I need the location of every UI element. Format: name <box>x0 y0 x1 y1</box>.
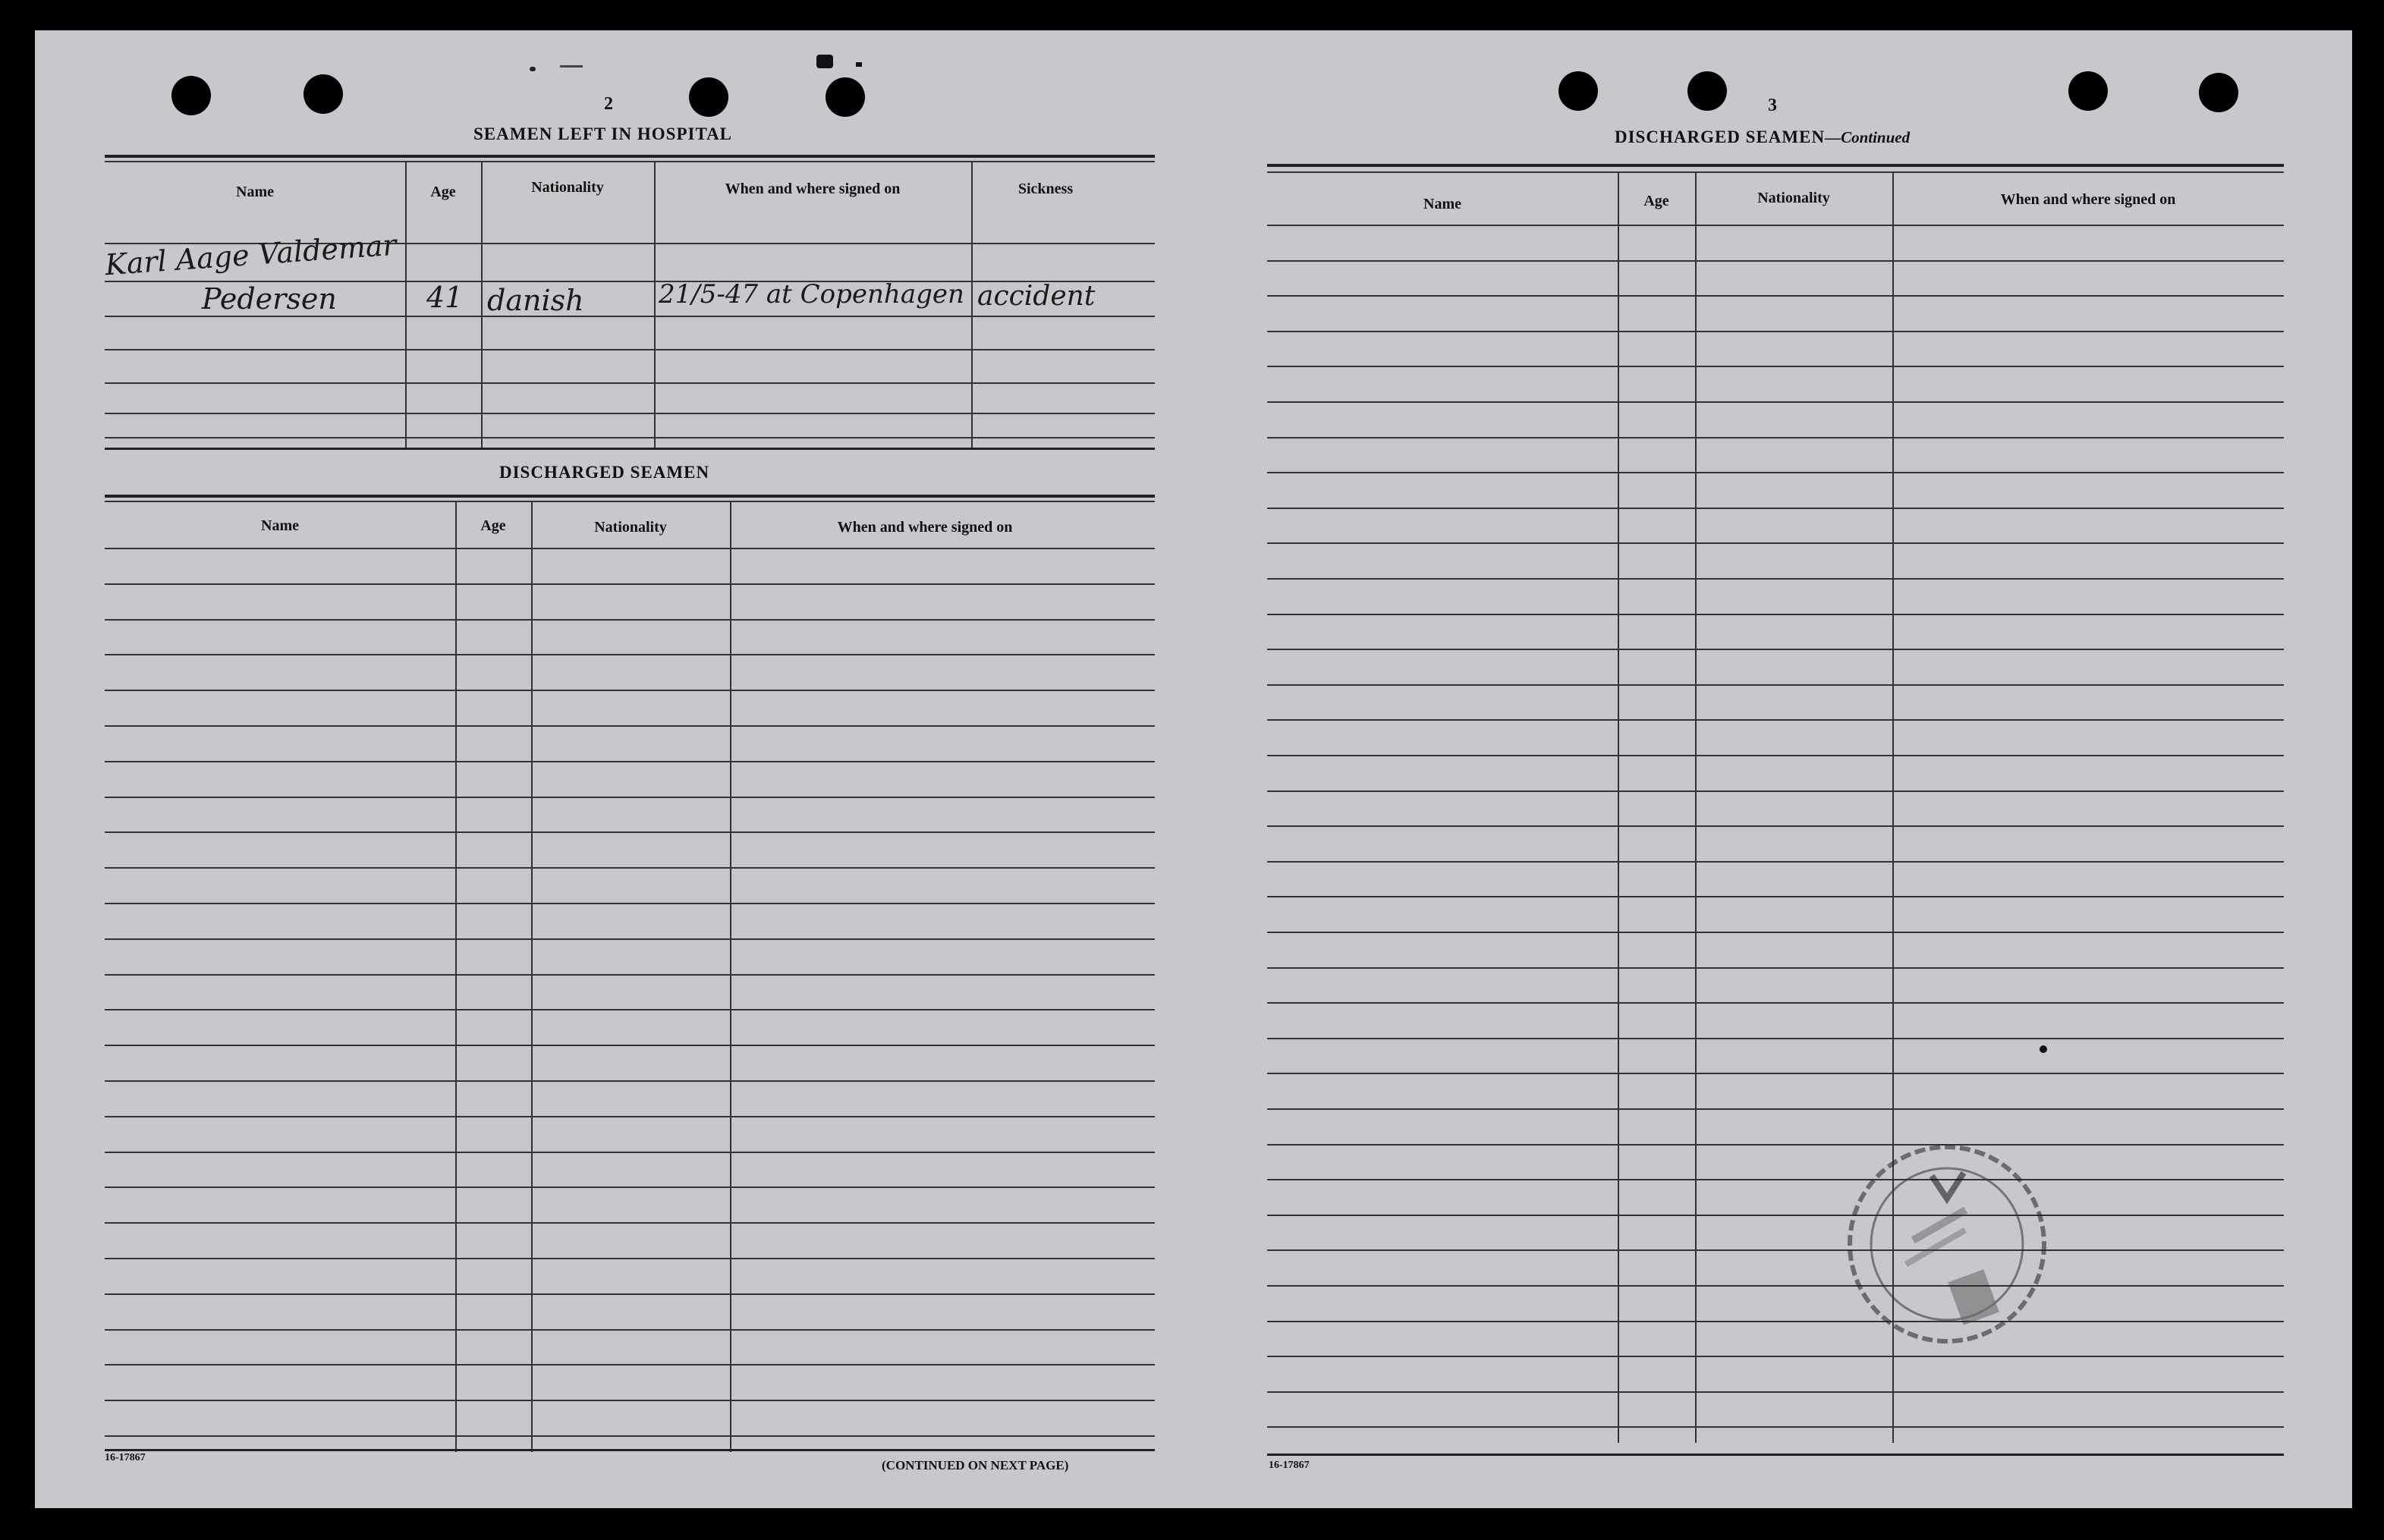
table-row-rule <box>105 761 1155 762</box>
continued-suffix: —Continued <box>1825 128 1911 146</box>
table-row-rule <box>1267 578 2284 580</box>
table-row-rule <box>105 903 1155 904</box>
col-header-signed-on: When and where signed on <box>837 519 1013 536</box>
table-row-rule <box>1267 366 2284 367</box>
table-row-rule <box>1267 896 2284 897</box>
entry-sickness: accident <box>977 281 1096 312</box>
ink-mark <box>560 65 583 68</box>
table-row-rule <box>105 1258 1155 1259</box>
entry-name-line2: Pedersen <box>202 282 337 316</box>
discharged-continued-title <box>1615 127 1910 147</box>
table-row-rule <box>105 1116 1155 1117</box>
table-row-rule <box>105 1364 1155 1366</box>
table-row-rule <box>1267 684 2284 686</box>
table-row-rule <box>1267 225 2284 226</box>
table-row-rule <box>105 1009 1155 1010</box>
table-row-rule <box>105 974 1155 976</box>
table-row-rule <box>1267 508 2284 509</box>
table-row-rule <box>105 1186 1155 1188</box>
table-row-rule <box>1267 1391 2284 1393</box>
punch-hole <box>1687 71 1727 111</box>
continued-footnote: (CONTINUED ON NEXT PAGE) <box>882 1458 1069 1472</box>
punch-hole <box>304 74 343 114</box>
punch-hole <box>171 76 211 115</box>
table-row-rule <box>105 690 1155 691</box>
table-row-rule <box>1267 1321 2284 1322</box>
table-row-rule <box>1267 1426 2284 1428</box>
table-row-rule <box>105 1152 1155 1153</box>
discharged-continued-title-main: DISCHARGED SEAMEN <box>1615 127 1826 146</box>
table-row-rule <box>1267 967 2284 969</box>
col-header-name: Name <box>1423 196 1461 212</box>
col-header-nationality: Nationality <box>594 519 667 536</box>
discharged-table-left <box>105 495 1155 1481</box>
table-row-rule <box>1267 1108 2284 1110</box>
table-row-rule <box>1267 614 2284 615</box>
table-row-rule <box>1267 437 2284 438</box>
table-row-rule <box>1267 790 2284 792</box>
table-row-rule <box>1267 401 2284 403</box>
col-header-name: Name <box>261 517 299 534</box>
col-header-signed-on: When and where signed on <box>2000 191 2176 208</box>
table-row-rule <box>105 548 1155 549</box>
table-row-rule <box>1267 861 2284 863</box>
table-row-rule <box>1267 1002 2284 1004</box>
punch-hole <box>1558 71 1598 111</box>
hospital-section-title: SEAMEN LEFT IN HOSPITAL <box>473 124 733 143</box>
table-row-rule <box>105 725 1155 727</box>
hospital-table <box>105 155 1155 486</box>
table-row-rule <box>1267 331 2284 332</box>
table-row-rule <box>105 867 1155 869</box>
discharged-section-title: DISCHARGED SEAMEN <box>499 463 710 482</box>
page-number-right: 3 <box>1768 96 1777 115</box>
table-row-rule <box>105 619 1155 621</box>
punch-hole <box>2199 73 2238 112</box>
table-row-rule <box>1267 1356 2284 1357</box>
table-row-rule <box>1267 1073 2284 1074</box>
entry-signed-on: 21/5-47 at Copenhagen <box>659 279 964 310</box>
col-header-nationality: Nationality <box>531 179 604 196</box>
table-row-rule <box>1267 1038 2284 1039</box>
table-row-rule <box>105 1080 1155 1082</box>
col-header-nationality: Nationality <box>1757 190 1830 206</box>
ink-mark <box>816 55 833 68</box>
page-number-left: 2 <box>604 94 613 114</box>
punch-hole <box>689 77 728 117</box>
table-row-rule <box>1267 755 2284 756</box>
table-row-rule <box>105 654 1155 655</box>
table-row-rule <box>105 831 1155 833</box>
table-row-rule <box>105 1045 1155 1046</box>
table-row-rule <box>105 1293 1155 1295</box>
table-row-rule <box>105 1222 1155 1224</box>
table-row-rule <box>105 1400 1155 1401</box>
col-header-age: Age <box>1643 193 1669 209</box>
table-row-rule <box>1267 472 2284 473</box>
table-row-rule <box>1267 295 2284 297</box>
col-header-age: Age <box>480 517 506 534</box>
table-row-rule <box>1267 1215 2284 1216</box>
table-row-rule <box>1267 1285 2284 1287</box>
table-row-rule <box>1267 1144 2284 1146</box>
ink-mark <box>856 62 862 67</box>
discharged-table-right <box>1267 164 2284 1469</box>
entry-name-line1: Karl Aage Valdemar <box>103 228 398 282</box>
form-number-right: 16-17867 <box>1269 1460 1310 1471</box>
table-row-rule <box>105 1329 1155 1331</box>
punch-hole <box>2068 71 2108 111</box>
table-row-rule <box>1267 932 2284 933</box>
table-row-rule <box>1267 542 2284 544</box>
form-number-left: 16-17867 <box>105 1452 146 1463</box>
table-row-rule <box>1267 260 2284 262</box>
col-header-name: Name <box>236 184 274 200</box>
punch-hole <box>826 77 865 117</box>
circular-stamp <box>1826 1123 2068 1366</box>
table-row-rule <box>105 583 1155 585</box>
table-row-rule <box>105 797 1155 798</box>
table-row-rule <box>1267 1249 2284 1251</box>
table-row-rule <box>1267 1179 2284 1180</box>
table-row-rule <box>105 1435 1155 1437</box>
col-header-signed-on: When and where signed on <box>725 181 901 197</box>
table-row-rule <box>1267 649 2284 650</box>
table-row-rule <box>1267 825 2284 827</box>
col-header-sickness: Sickness <box>1017 181 1074 197</box>
col-header-age: Age <box>430 184 456 200</box>
manifest-sheet <box>35 30 2352 1508</box>
entry-age: 41 <box>426 281 464 314</box>
entry-nationality: danish <box>487 284 584 317</box>
ink-mark <box>530 67 536 71</box>
table-row-rule <box>1267 719 2284 721</box>
table-row-rule <box>105 938 1155 940</box>
